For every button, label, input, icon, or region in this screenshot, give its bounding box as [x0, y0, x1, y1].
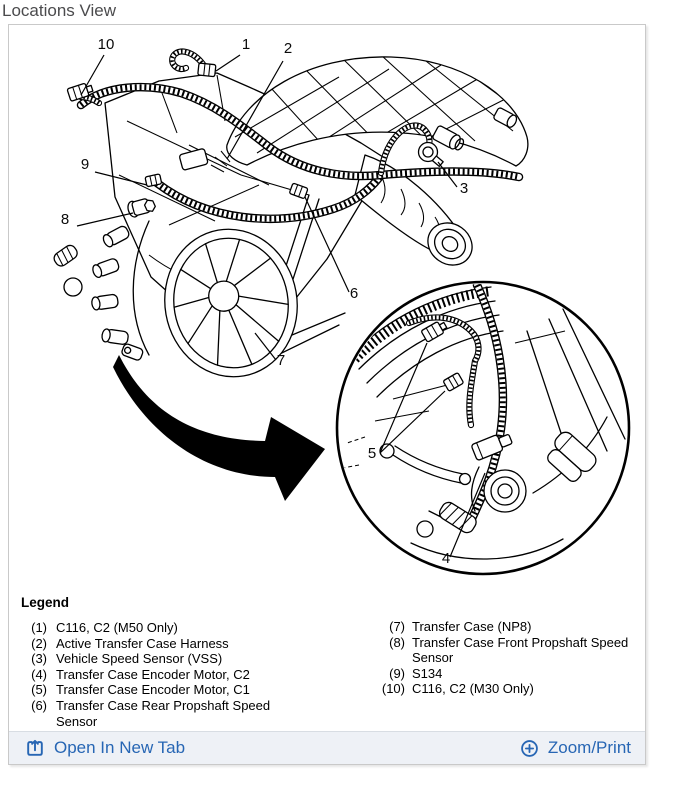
callout-6: 6 — [349, 285, 359, 302]
open-in-new-tab-link[interactable] — [25, 738, 185, 758]
connector-c116-m50 — [198, 63, 216, 77]
splice-s134 — [145, 174, 162, 187]
zoom-plus-icon — [520, 739, 539, 758]
footer-action-bar — [9, 731, 645, 764]
legend-item-2: (2) Active Transfer Case Harness — [31, 635, 229, 651]
legend-title: Legend — [21, 595, 70, 610]
legend-item-5: (5) Transfer Case Encoder Motor, C1 — [31, 682, 250, 698]
legend-item-8: (8) Transfer Case Front Propshaft Speed Sensor — [389, 634, 629, 666]
legend-item-4: (4) Transfer Case Encoder Motor, C2 — [31, 666, 250, 682]
diagram-canvas — [9, 25, 645, 593]
zoom-print-link[interactable] — [520, 738, 631, 758]
legend-item-10: (10) C116, C2 (M30 Only) — [381, 681, 534, 697]
callout-5: 5 — [367, 445, 377, 462]
legend-item-9: (9) S134 — [389, 665, 443, 681]
callout-4: 4 — [441, 550, 451, 567]
legend — [21, 595, 635, 729]
page-title: Locations View — [2, 1, 117, 20]
zoom-print-label: Zoom/Print — [547, 738, 631, 757]
legend-item-7: (7) Transfer Case (NP8) — [389, 619, 532, 634]
callout-10: 10 — [97, 36, 115, 53]
callout-9: 9 — [80, 156, 90, 173]
vss-sensor — [419, 143, 444, 167]
callout-7: 7 — [276, 352, 286, 369]
legend-item-3: (3) Vehicle Speed Sensor (VSS) — [31, 651, 223, 667]
inset-detail-circle — [337, 282, 629, 574]
open-in-new-tab-label: Open In New Tab — [54, 738, 186, 757]
zoom-arrow — [113, 355, 325, 501]
legend-right-column — [371, 619, 636, 697]
callout-1: 1 — [241, 36, 251, 53]
locations-view-panel — [8, 24, 646, 765]
transfer-case-diagram — [9, 25, 645, 593]
callout-3: 3 — [459, 180, 469, 197]
callout-2: 2 — [283, 40, 293, 57]
open-in-new-tab-icon — [25, 738, 45, 758]
callout-8: 8 — [60, 211, 70, 228]
legend-item-1: (1) C116, C2 (M50 Only) — [31, 620, 178, 635]
mount-lugs — [52, 221, 149, 361]
legend-item-6: (6) Transfer Case Rear Propshaft Speed Sensor — [31, 697, 271, 729]
